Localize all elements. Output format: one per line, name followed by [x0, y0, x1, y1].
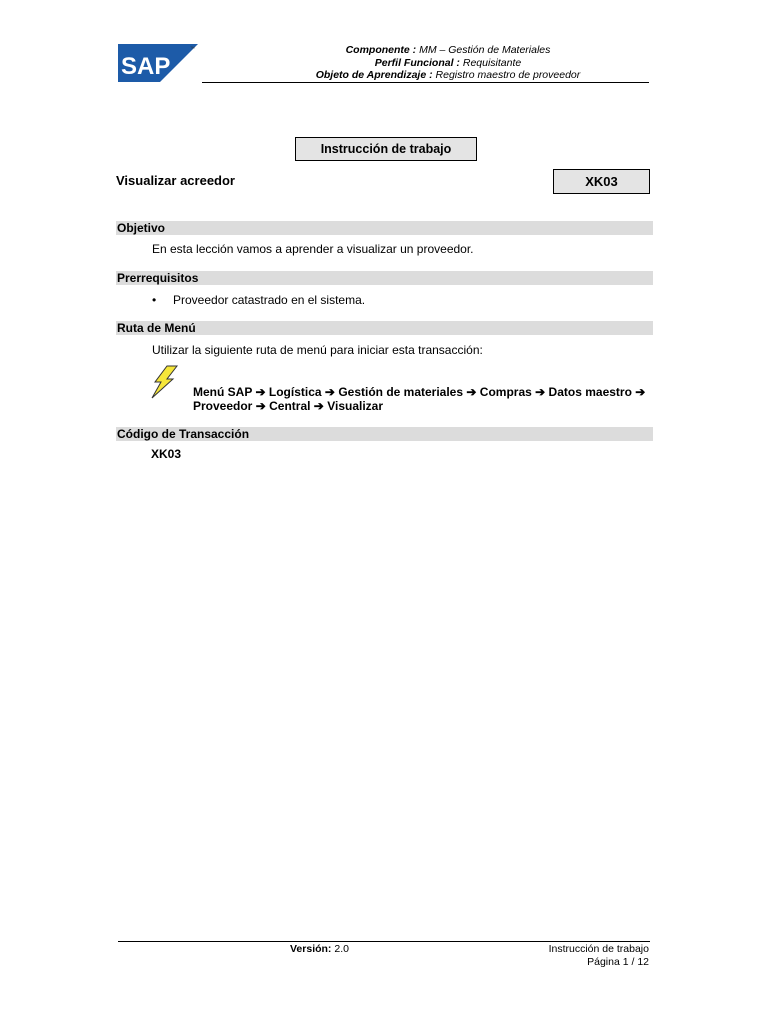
menu-path: [193, 385, 655, 413]
arrow-right-icon: ➔: [324, 385, 335, 399]
path-step: Menú SAP: [193, 385, 253, 399]
bullet-icon: •: [152, 293, 157, 307]
path-step: Compras: [479, 385, 532, 399]
lightning-icon: [150, 365, 180, 399]
perfil-value: Requisitante: [462, 56, 522, 69]
arrow-right-icon: ➔: [255, 385, 266, 399]
path-step: Proveedor: [193, 399, 253, 413]
path-step: Datos maestro: [548, 385, 632, 399]
version-label: Versión:: [290, 943, 332, 955]
section-prerrequisitos-header: Prerrequisitos: [116, 271, 653, 285]
header-meta: [248, 44, 648, 82]
path-step: Central: [269, 399, 311, 413]
perfil-label: Perfil Funcional :: [374, 56, 460, 69]
footer-doc-type: Instrucción de trabajo: [548, 943, 649, 955]
arrow-right-icon: ➔: [255, 399, 266, 413]
logo-trademark: ™: [190, 46, 195, 52]
componente-value: MM – Gestión de Materiales: [419, 44, 551, 56]
tcode-value: XK03: [151, 447, 182, 461]
prerrequisito-item: Proveedor catastrado en el sistema.: [173, 293, 366, 307]
page-title: Visualizar acreedor: [116, 173, 235, 188]
tcode-box: XK03: [553, 169, 650, 194]
section-ruta-header: Ruta de Menú: [116, 321, 653, 335]
header-divider: [202, 82, 649, 83]
path-step: Logística: [268, 385, 322, 399]
version-value: 2.0: [334, 943, 349, 955]
objeto-value: Registro maestro de proveedor: [435, 69, 581, 81]
footer-right: [500, 943, 649, 968]
page-number: Página 1 / 12: [587, 955, 649, 968]
arrow-right-icon: ➔: [635, 385, 646, 399]
logo-text: SAP: [121, 53, 171, 80]
objeto-label: Objeto de Aprendizaje :: [315, 69, 433, 81]
section-codigo-header: Código de Transacción: [116, 427, 653, 441]
section-objetivo-header: Objetivo: [116, 221, 653, 235]
arrow-right-icon: ➔: [466, 385, 477, 399]
path-step: Gestión de materiales: [338, 385, 464, 399]
objetivo-text: En esta lección vamos a aprender a visualizar un proveedor.: [152, 242, 474, 256]
path-step: Visualizar: [327, 399, 384, 413]
arrow-right-icon: ➔: [313, 399, 324, 413]
footer-version: [290, 943, 349, 955]
doc-type-box: Instrucción de trabajo: [295, 137, 477, 161]
sap-logo: [118, 44, 198, 82]
arrow-right-icon: ➔: [535, 385, 546, 399]
componente-label: Componente :: [345, 44, 417, 56]
ruta-text: Utilizar la siguiente ruta de menú para iniciar esta transacción:: [152, 343, 483, 357]
footer-divider: [118, 941, 650, 942]
